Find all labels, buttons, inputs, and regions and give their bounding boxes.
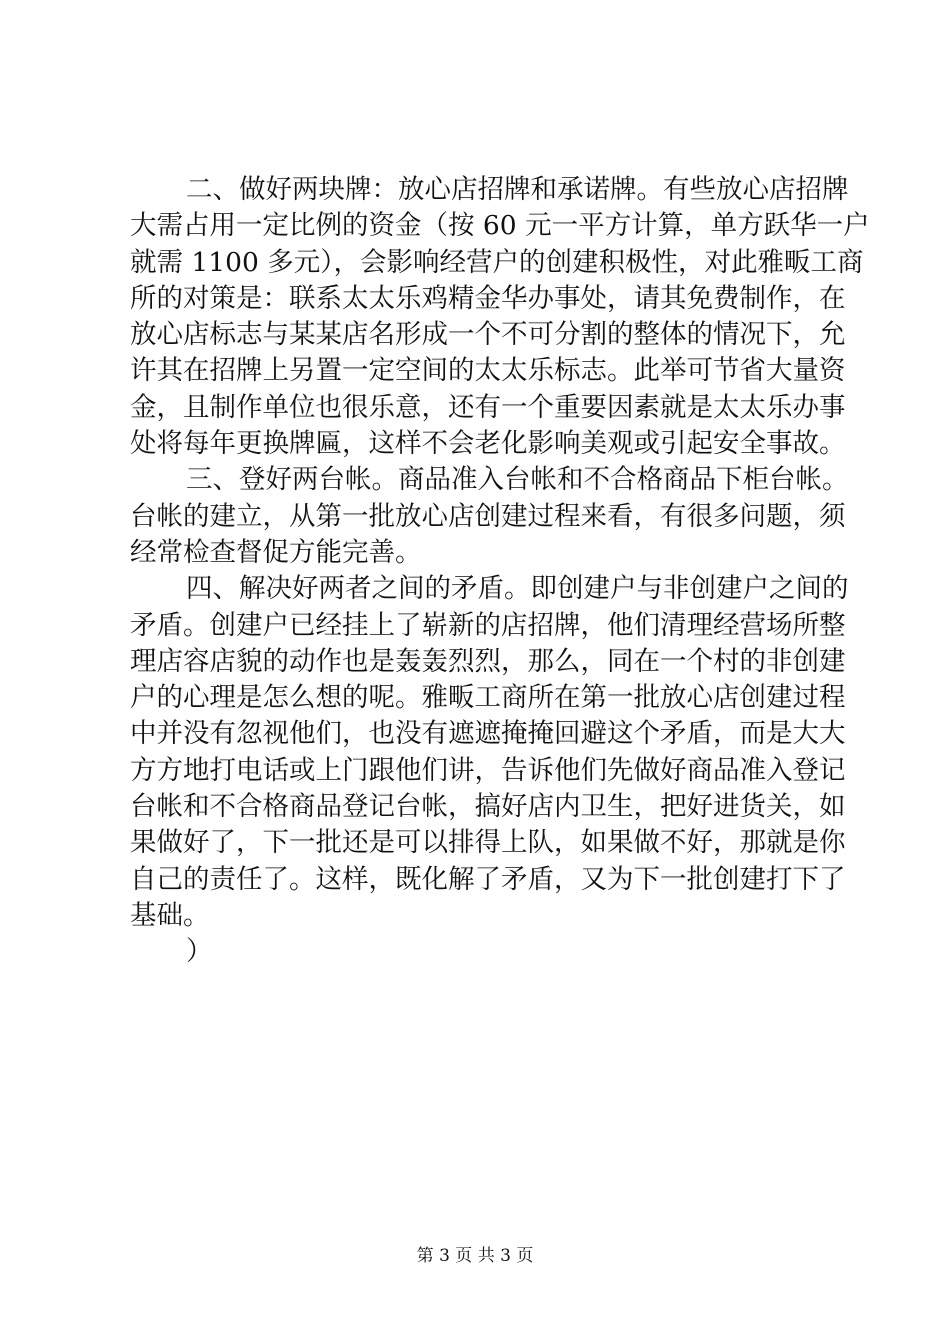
text-line: 方方地打电话或上门跟他们讲，告诉他们先做好商品准入登记 — [130, 754, 846, 786]
text-line: 矛盾。创建户已经挂上了崭新的店招牌，他们清理经营场所整 — [130, 609, 846, 641]
text-line: 许其在招牌上另置一定空间的太太乐标志。此举可节省大量资 — [130, 355, 846, 387]
text-line: ） — [186, 936, 213, 968]
text-line: 四、解决好两者之间的矛盾。即创建户与非创建户之间的 — [186, 573, 849, 605]
text-line: 台帐和不合格商品登记台帐，搞好店内卫生，把好进货关，如 — [130, 791, 846, 823]
text-line: 户的心理是怎么想的呢。雅畈工商所在第一批放心店创建过程 — [130, 682, 846, 714]
text-line: 自己的责任了。这样，既化解了矛盾，又为下一批创建打下了 — [130, 863, 846, 895]
text-line: 果做好了，下一批还是可以排得上队，如果做不好，那就是你 — [130, 827, 846, 859]
text-line: 基础。 — [130, 899, 210, 931]
text-line: 就需 1100 多元），会影响经营户的创建积极性，对此雅畈工商 — [130, 246, 864, 278]
text-line: 处将每年更换牌匾，这样不会老化影响美观或引起安全事故。 — [130, 428, 846, 460]
text-line: 理店容店貌的动作也是轰轰烈烈，那么，同在一个村的非创建 — [130, 645, 846, 677]
body-text — [130, 172, 870, 971]
text-line: 所的对策是：联系太太乐鸡精金华办事处，请其免费制作，在 — [130, 282, 846, 314]
text-line: 放心店标志与某某店名形成一个不可分割的整体的情况下，允 — [130, 319, 846, 351]
page-footer: 第 3 页 共 3 页 — [416, 1246, 534, 1266]
text-line: 台帐的建立，从第一批放心店创建过程来看，有很多问题，须 — [130, 500, 846, 532]
text-line: 三、登好两台帐。商品准入台帐和不合格商品下柜台帐。 — [186, 464, 849, 496]
text-line: 大需占用一定比例的资金（按 60 元一平方计算，单方跃华一户 — [130, 210, 870, 242]
text-line: 二、做好两块牌：放心店招牌和承诺牌。有些放心店招牌 — [186, 174, 849, 205]
text-line: 中并没有忽视他们，也没有遮遮掩掩回避这个矛盾，而是大大 — [130, 718, 846, 750]
text-line: 金，且制作单位也很乐意，还有一个重要因素就是太太乐办事 — [130, 391, 846, 423]
text-line: 经常检查督促方能完善。 — [130, 536, 422, 568]
